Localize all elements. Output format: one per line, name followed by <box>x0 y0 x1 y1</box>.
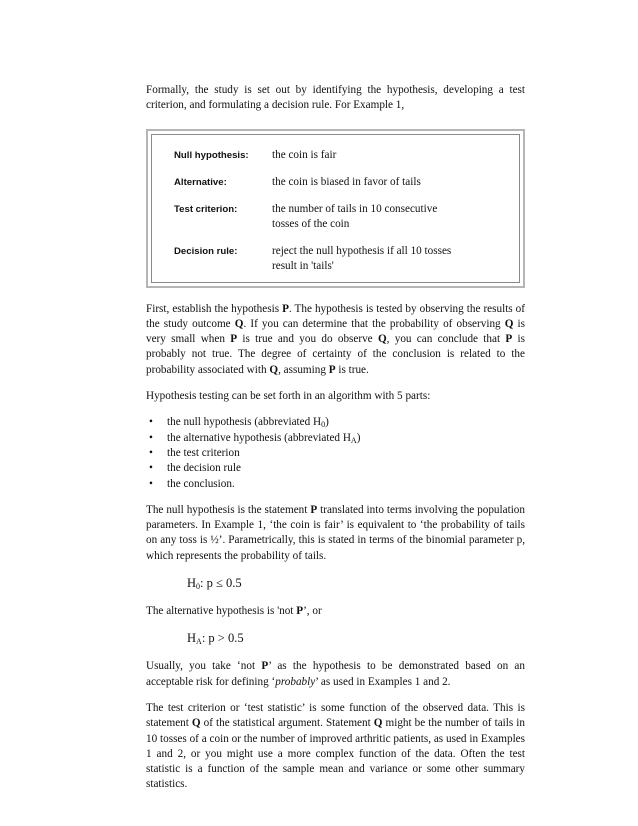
bullet-icon: • <box>149 477 153 490</box>
box-row-alternative <box>174 175 509 190</box>
list-item: • the conclusion. <box>146 477 525 492</box>
box-definition: the number of tails in 10 consecutive tosses of the coin <box>272 202 438 230</box>
test-criterion-paragraph: The test criterion or ‘test statistic’ is some function of the observed data. This is statement Q of the statistical argument. Statement Q might be the number of tails in 10 tosses of a coin or the number of improved arthritic patients, as used in Examples 1 and 2, or you might use a more complex function of the data. Often the test statistic is a function of the sample mean and variance or some other summary statistics. <box>146 701 525 791</box>
null-hypothesis-paragraph: The null hypothesis is the statement P translated into terms involving the population parameters. In Example 1, ‘the coin is fair’ is equivalent to ‘the probability of tails on any toss is ½’. Parametrically, this is stated in terms of the binomial parameter p, which represents the probability of tails. <box>146 503 525 562</box>
example-definition-box <box>146 129 525 288</box>
box-definition: reject the null hypothesis if all 10 tosses result in 'tails' <box>272 244 452 272</box>
list-item: • the test criterion <box>146 446 525 461</box>
box-term: Null hypothesis: <box>174 149 249 161</box>
formula-ha: $H_A$: p > 0.5 <box>187 631 244 647</box>
example-definition-box-inner <box>151 134 520 283</box>
list-item: • the decision rule <box>146 461 525 476</box>
box-definition: the coin is biased in favor of tails <box>272 175 421 188</box>
bullet-icon: • <box>149 431 153 444</box>
formula-h0: $H_0$: p ≤ 0.5 <box>187 576 242 592</box>
list-item: • the alternative hypothesis (abbreviated $H_A$) <box>149 431 361 445</box>
box-definition: the coin is fair <box>272 148 337 161</box>
algorithm-parts-list <box>146 415 525 491</box>
alternative-hypothesis-paragraph: The alternative hypothesis is 'not P’, or <box>146 605 322 618</box>
box-row-decision-rule <box>174 244 509 274</box>
bullet-icon: • <box>149 416 153 429</box>
box-row-test-criterion <box>174 202 509 232</box>
box-term: Alternative: <box>174 176 227 188</box>
algorithm-intro-paragraph: Hypothesis testing can be set forth in an algorithm with 5 parts: <box>146 390 431 403</box>
list-item: • the null hypothesis (abbreviated $H_0$) <box>149 416 329 430</box>
intro-paragraph: Formally, the study is set out by identifying the hypothesis, developing a test criterion, and formulating a decision rule. For Example 1, <box>146 84 525 112</box>
page-content <box>146 83 525 804</box>
bullet-icon: • <box>149 446 153 459</box>
box-term: Decision rule: <box>174 245 238 257</box>
hypothesis-paragraph: First, establish the hypothesis P. The hypothesis is tested by observing the results of the study outcome Q. If you can determine that the probability of observing Q is very small when P is true and you do observe Q, you can conclude that P is probably not true. The degree of certainty of the conclusion is related to the probability associated with Q, assuming P is true. <box>146 302 526 376</box>
box-term: Test criterion: <box>174 203 238 215</box>
box-row-null-hypothesis <box>174 148 509 163</box>
not-p-paragraph: Usually, you take ‘not P’ as the hypothesis to be demonstrated based on an acceptable risk for defining ‘probably’ as used in Examples 1 and 2. <box>146 660 525 688</box>
bullet-icon: • <box>149 462 153 475</box>
